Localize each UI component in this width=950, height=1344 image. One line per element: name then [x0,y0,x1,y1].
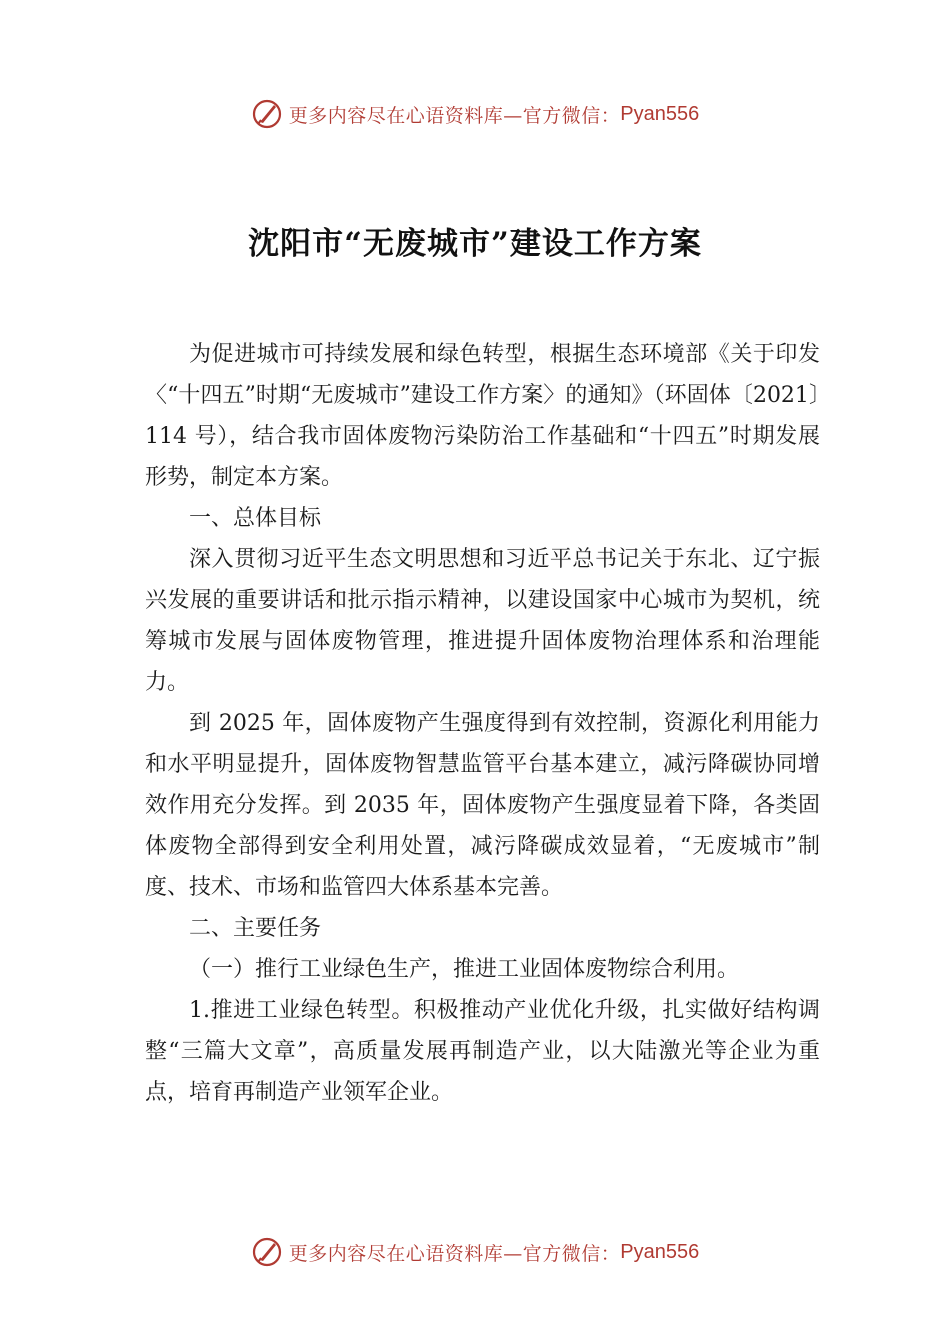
subsection-heading: （一）推行工业绿色生产，推进工业固体废物综合利用。 [189,957,740,982]
quill-logo-icon [251,1236,283,1268]
section-heading-overall-goals: 一、总体目标 [189,506,322,531]
header-wechat-id: Pyan556 [620,102,700,125]
body-paragraph: 深入贯彻习近平生态文明思想和习近平总书记关于东北、辽宁振兴发展的重要讲话和批示指示精神，以建设国家中心城市为契机，统筹城市发展与固体废物管理，推进提升固体废物治理体系和治理能力。 [145,547,820,695]
footer-banner-text: 更多内容尽在心语资料库—官方微信： [288,1242,621,1265]
section-heading-main-tasks: 二、主要任务 [189,916,322,941]
footer-banner [0,1232,950,1272]
header-banner-text: 更多内容尽在心语资料库—官方微信： [288,104,621,127]
body-paragraph: 到 2025 年，固体废物产生强度得到有效控制，资源化利用能力和水平明显提升，固体废物智慧监管平台基本建立，减污降碳协同增效作用充分发挥。到 2035 年，固体废物产生强度显着下降，各类固体废物全部得到安全利用处置，减污降碳成效显着，“无废城市”制度、技术、市场和监管四大体系基本完善。 [145,711,820,900]
intro-paragraph: 为促进城市可持续发展和绿色转型，根据生态环境部《关于印发〈“十四五”时期“无废城市”建设工作方案〉的通知》（环固体〔2021〕114 号），结合我市固体废物污染防治工作基础和“十四五”时期发展形势，制定本方案。 [145,342,820,490]
document-title: 沈阳市“无废城市”建设工作方案 [248,226,702,262]
body-paragraph: 1.推进工业绿色转型。积极推动产业优化升级，扎实做好结构调整“三篇大文章”，高质量发展再制造产业，以大陆激光等企业为重点，培育再制造产业领军企业。 [145,998,820,1105]
quill-logo-icon [251,98,283,130]
document-body [145,334,820,1113]
header-banner [0,94,950,134]
footer-wechat-id: Pyan556 [620,1240,700,1263]
